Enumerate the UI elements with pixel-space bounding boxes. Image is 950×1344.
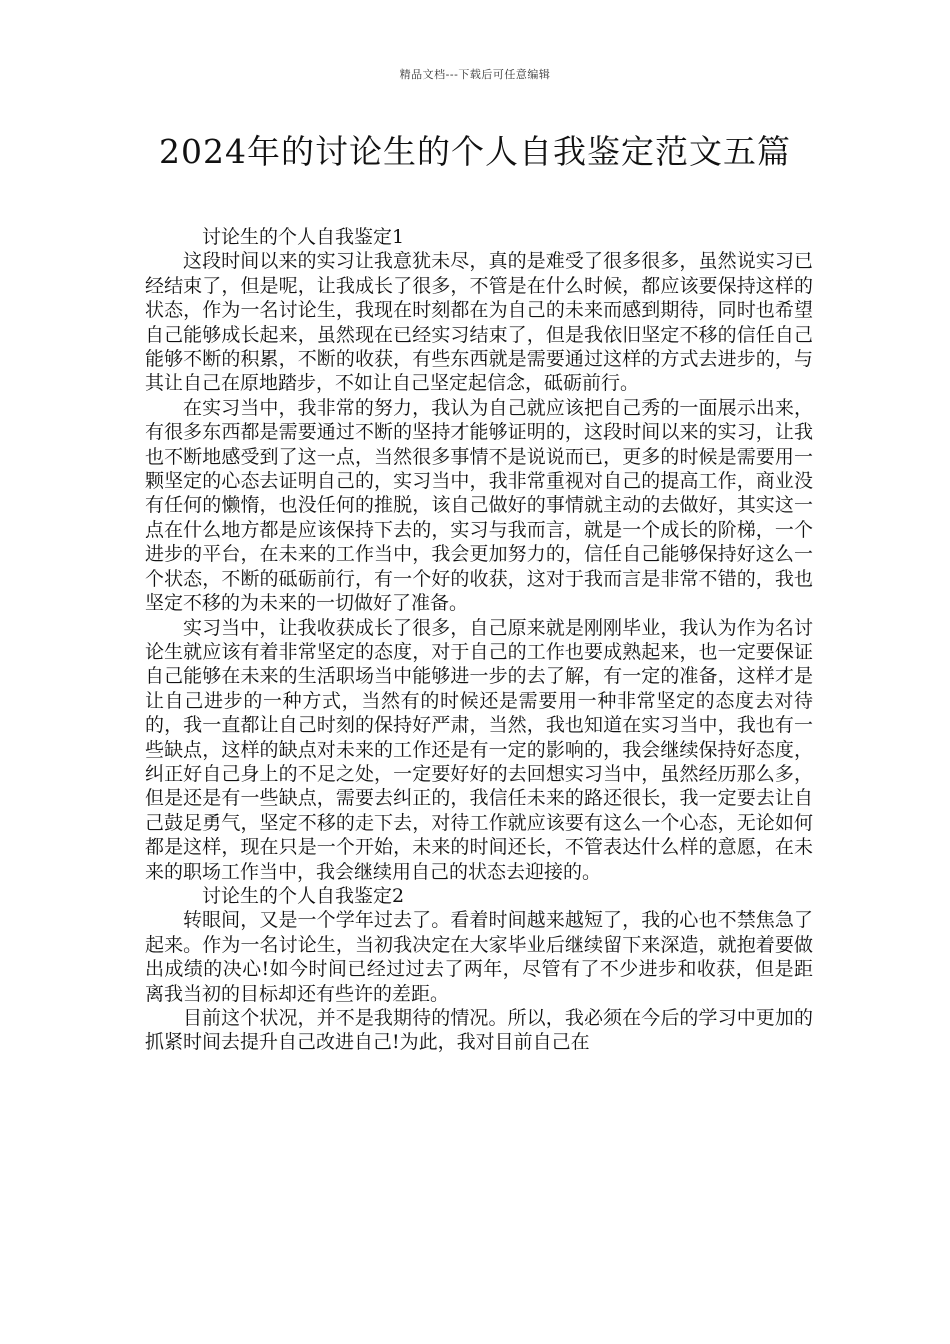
page-header-note: 精品文档---下载后可任意编辑 xyxy=(399,68,551,81)
body-paragraph: 这段时间以来的实习让我意犹未尽，真的是难受了很多很多，虽然说实习已经结束了，但是呢，让我成长了很多，不管是在什么时候，都应该要保持这样的状态，作为一名讨论生，我现在时刻都在为自己的未来而感到期待，同时也希望自己能够成长起来，虽然现在已经实习结束了，但是我依旧坚定不移的信任自己能够不断的积累，不断的收获，有些东西就是需要通过这样的方式去进步的，与其让自己在原地踏步，不如让自己坚定起信念，砥砺前行。 xyxy=(145,250,813,395)
body-paragraph: 目前这个状况，并不是我期待的情况。所以，我必须在今后的学习中更加的抓紧时间去提升自己改进自己!为此，我对目前自己在 xyxy=(145,1007,813,1054)
document-title: 2024年的讨论生的个人自我鉴定范文五篇 xyxy=(159,132,791,171)
body-paragraph: 转眼间，又是一个学年过去了。看着时间越来越短了，我的心也不禁焦急了起来。作为一名讨论生，当初我决定在大家毕业后继续留下来深造，就抱着要做出成绩的决心!如今时间已经过过去了两年，尽管有了不少进步和收获，但是距离我当初的目标却还有些许的差距。 xyxy=(145,909,813,1005)
section-heading: 讨论生的个人自我鉴定2 xyxy=(202,884,405,907)
document-body xyxy=(145,225,813,1055)
body-paragraph: 在实习当中，我非常的努力，我认为自己就应该把自己秀的一面展示出来，有很多东西都是需要通过不断的坚持才能够证明的，这段时间以来的实习，让我也不断地感受到了这一点，当然很多事情不是说说而已，更多的时候是需要用一颗坚定的心态去证明自己的，实习当中，我非常重视对自己的提高工作，商业没有任何的懒惰，也没任何的推脱，该自己做好的事情就主动的去做好，其实这一点在什么地方都是应该保持下去的，实习与我而言，就是一个成长的阶梯，一个进步的平台，在未来的工作当中，我会更加努力的，信任自己能够保持好这么一个状态，不断的砥砺前行，有一个好的收获，这对于我而言是非常不错的，我也坚定不移的为未来的一切做好了准备。 xyxy=(145,396,813,615)
body-paragraph: 实习当中，让我收获成长了很多，自己原来就是刚刚毕业，我认为作为名讨论生就应该有着非常坚定的态度，对于自己的工作也要成熟起来，也一定要保证自己能够在未来的生活职场当中能够进一步的去了解，有一定的准备，这样才是让自己进步的一种方式，当然有的时候还是需要用一种非常坚定的态度去对待的，我一直都让自己时刻的保持好严肃，当然，我也知道在实习当中，我也有一些缺点，这样的缺点对未来的工作还是有一定的影响的，我会继续保持好态度，纠正好自己身上的不足之处，一定要好好的去回想实习当中，虽然经历那么多，但是还是有一些缺点，需要去纠正的，我信任未来的路还很长，我一定要去让自己鼓足勇气，坚定不移的走下去，对待工作就应该要有这么一个心态，无论如何都是这样，现在只是一个开始，未来的时间还长，不管表达什么样的意愿，在未来的职场工作当中，我会继续用自己的状态去迎接的。 xyxy=(145,616,813,883)
section-heading: 讨论生的个人自我鉴定1 xyxy=(202,226,405,248)
